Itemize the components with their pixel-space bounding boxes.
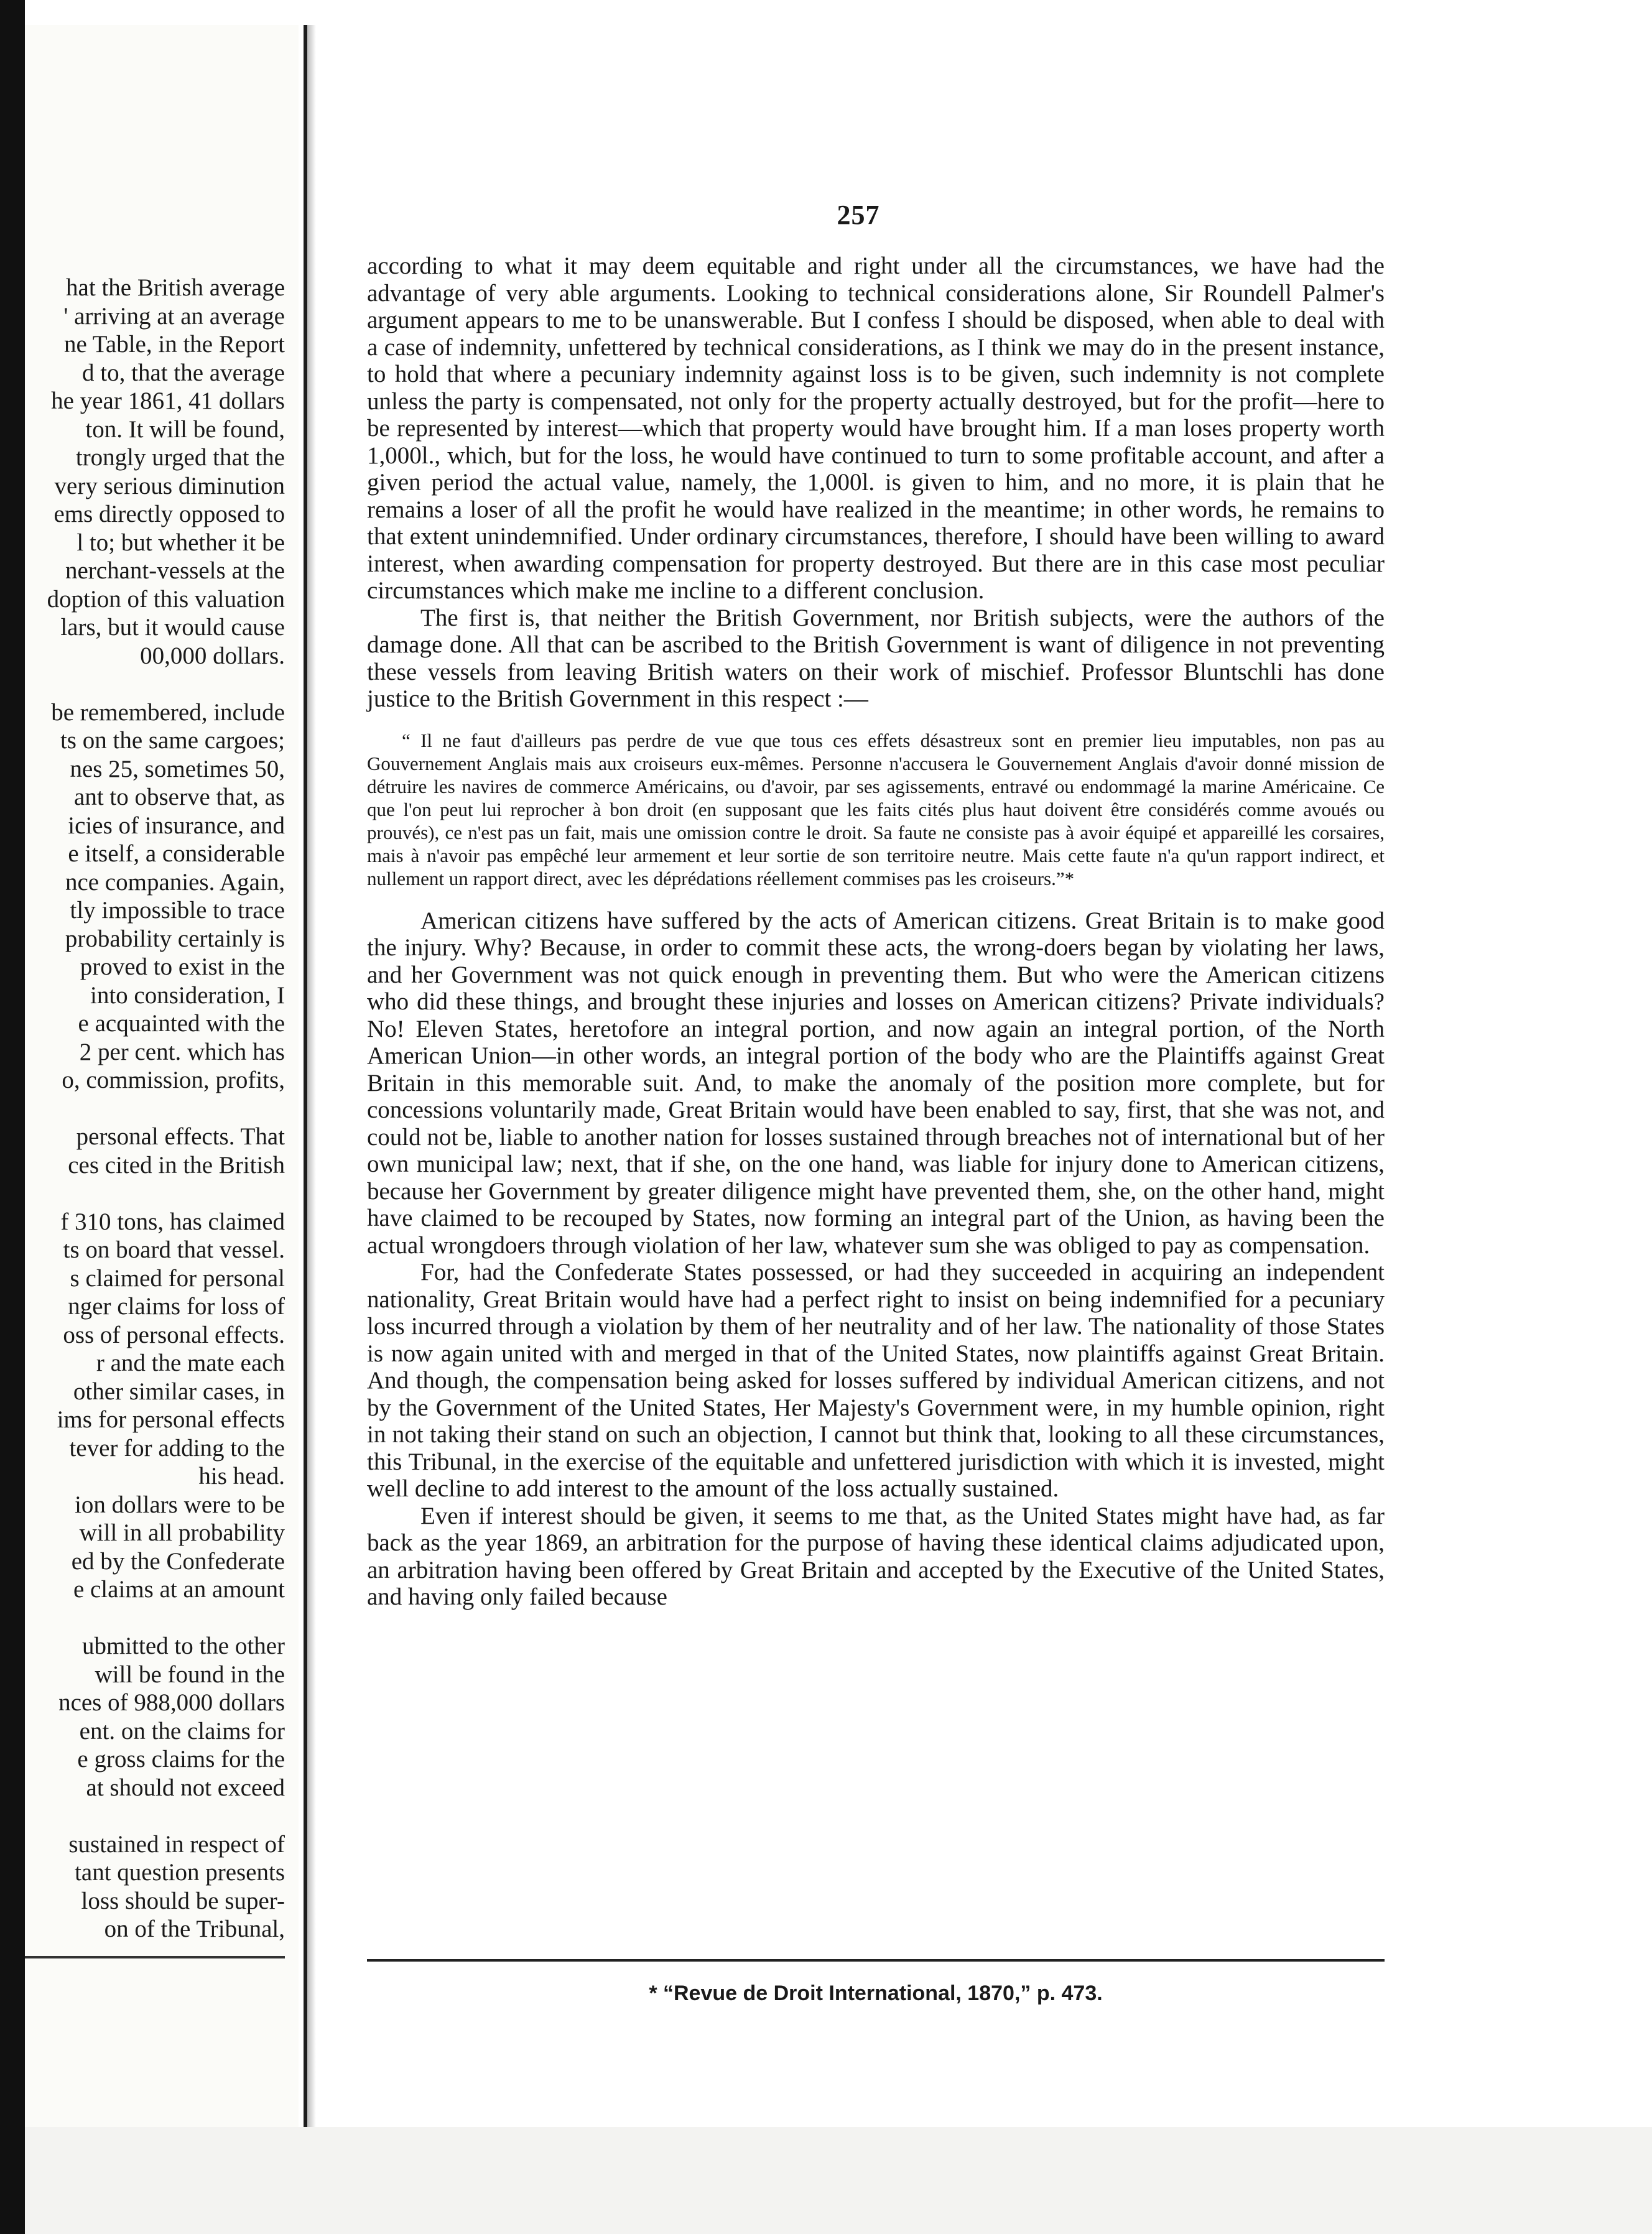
facing-page-line: ems directly opposed to <box>53 501 285 527</box>
facing-page-line: nce companies. Again, <box>65 868 285 896</box>
facing-page-line: r and the mate each <box>96 1350 285 1376</box>
quote-text: “ Il ne faut d'ailleurs pas perdre de vue que tous ces effets désastreux sont en premier lieu imputables, non pas au Gouvernement Anglais mais aux croiseurs eux-mêmes. Personne n'accusera le Gouvernement Anglais d'avoir donné mission de détruire les navires de commerce Américains, ou d'avoir, par ses agissements, entravé ou endommagé la marine Américaine. Ce que l'on peut lui reprocher à bon droit (en supposant que les faits cités plus haut doivent être considérés comme avoués ou prouvés), ce n'est pas un fait, mais une omission contre le droit. Sa faute ne consiste pas à avoir équipé et appareillé les corsaires, mais à n'avoir pas empêché leur armement et leur sortie de son territoire neutre. Mais cette faute n'a qu'un rapport indirect, et nullement un rapport direct, avec les déprédations réellement commises pas les croiseurs.”* <box>367 729 1385 889</box>
facing-page-line: ant to observe that, as <box>74 784 285 810</box>
facing-page-line: s claimed for personal <box>70 1264 285 1292</box>
facing-page-line: tly impossible to trace <box>70 897 285 924</box>
facing-page-line: at should not exceed <box>86 1774 285 1801</box>
facing-page-line: other similar cases, in <box>73 1378 285 1405</box>
facing-page-line: he year 1861, 41 dollars <box>51 387 285 414</box>
facing-page-gap <box>25 1179 285 1208</box>
facing-page-line: nger claims for loss of <box>68 1293 285 1320</box>
page-number: 257 <box>837 200 880 230</box>
facing-page-line: into consideration, I <box>90 981 285 1009</box>
facing-page-gap <box>25 1604 285 1633</box>
facing-page-line: hat the British average <box>66 274 285 301</box>
facing-page-line: ces cited in the British <box>68 1151 285 1179</box>
facing-page-line: 00,000 dollars. <box>140 642 285 669</box>
main-text-body <box>367 253 1385 1611</box>
facing-page-rule <box>25 1956 285 1958</box>
facing-page-line: nerchant-vessels at the <box>65 557 285 584</box>
facing-page-line: ton. It will be found, <box>85 415 285 443</box>
facing-page-fragment <box>25 25 299 2152</box>
facing-page-line: will be found in the <box>95 1661 285 1688</box>
facing-page-line: d to, that the average <box>82 359 285 386</box>
paragraph-3: American citizens have suffered by the acts of American citizens. Great Britain is to make good the injury. Why? Because, in order to commit these acts, the wrong-doers began by violating her laws, and her Government was not quick enough in preventing them. But who were the American citizens who did these things, and brought these injuries and losses on American citizens? Private individuals? No! Eleven States, heretofore an integral portion, and now again an integral portion, of the North American Union—in other words, an integral portion of the body who are the Plaintiffs against Great Britain in this memorable suit. And, to make the anomaly of the position more complete, but for concessions voluntarily made, Great Britain would have been enabled to say, first, that she was not, and could not be, liable to another nation for losses sustained through breaches not of international but of her own municipal law; next, that if she, on the one hand, was liable for injury done to American citizens, because her Government by greater diligence might have prevented them, she, on the other hand, might have claimed to be recouped by States, now forming an integral part of the Union, as having been the actual wrongdoers through violation of her law, whatever sum she was obliged to pay as compensation. <box>367 907 1385 1259</box>
scan-bottom-margin <box>25 2127 1652 2234</box>
facing-page-line: ubmitted to the other <box>81 1633 285 1659</box>
facing-page-line: loss should be super- <box>81 1887 285 1914</box>
facing-page-line: oss of personal effects. <box>63 1321 285 1348</box>
facing-page-line: e claims at an amount <box>73 1576 285 1603</box>
facing-page-line: ts on board that vessel. <box>63 1236 285 1263</box>
facing-page-line: ent. on the claims for <box>79 1717 285 1745</box>
facing-page-gap <box>25 1095 285 1123</box>
facing-page-line: f 310 tons, has claimed <box>60 1208 285 1235</box>
facing-page-line: ed by the Confederate <box>71 1547 285 1575</box>
paragraph-5: Even if interest should be given, it seems to me that, as the United States might have had, as far back as the year 1869, an arbitration for the purpose of having these identical claims adjudicated upon, an arbitration having been offered by Great Britain and accepted by the Executive of the United States, and having only failed because <box>367 1502 1385 1610</box>
facing-page-line: e gross claims for the <box>77 1746 285 1773</box>
paragraph-4: For, had the Confederate States possessed, or had they succeeded in acquiring an independent nationality, Great Britain would have had a perfect right to insist on being indemnified for a pecuniary loss incurred through a violation by them of her neutrality and of her law. The nationality of those States is now again united with and merged in that of the United States, now plaintiffs against Great Britain. And though, the compensation being asked for losses suffered by individual American citizens, and not by the Government of the United States, Her Majesty's Government were, in my humble opinion, right in not taking their stand on such an objection, I cannot but think that, looking to all these circumstances, this Tribunal, in the exercise of the equitable and unfettered jurisdiction with which it is invested, might well decline to add interest to the amount of the loss actually sustained. <box>367 1259 1385 1502</box>
paragraph-1: according to what it may deem equitable and right under all the circumstances, we have had the advantage of very able arguments. Looking to technical considerations alone, Sir Roundell Palmer's argument appears to me to be unanswerable. But I confess I should be disposed, when able to deal with a case of indemnity, unfettered by technical considerations, as I think we may do in the present instance, to hold that where a pecuniary indemnity against loss is to be given, such indemnity is not complete unless the party is compensated, not only for the property actually destroyed, but for the profit—here to be represented by interest—which that property would have brought him. If a man loses property worth 1,000l., which, but for the loss, he would have continued to turn to some profitable account, and after a given period the actual value, namely, the 1,000l. is given to him, and no more, it is plain that he remains a loser of all the profit he would have realized in the meantime; in other words, he remains to that extent unindemnified. Under ordinary circumstances, therefore, I should have been willing to award interest, when awarding compensation for property destroyed. But there are in this case most peculiar circumstances which make me incline to a different conclusion. <box>367 253 1385 604</box>
facing-page-gap <box>25 670 285 698</box>
facing-page-line: ' arriving at an average <box>63 302 285 330</box>
facing-page-line: very serious diminution <box>54 472 285 499</box>
facing-page-line: 2 per cent. which has <box>79 1038 285 1065</box>
facing-page-line: lars, but it would cause <box>60 614 285 641</box>
facing-page-line: will in all probability <box>79 1519 285 1546</box>
facing-page-line: ts on the same cargoes; <box>60 727 285 754</box>
facing-page-line: ion dollars were to be <box>75 1491 285 1518</box>
facing-page-line: doption of this valuation <box>47 585 285 613</box>
facing-page-line: e itself, a considerable <box>68 840 285 867</box>
facing-page-line: tant question presents <box>75 1859 285 1886</box>
facing-page-line: l to; but whether it be <box>77 529 285 556</box>
scan-left-edge <box>0 0 25 2234</box>
facing-page-line: tever for adding to the <box>69 1434 285 1462</box>
facing-page-line: ims for personal effects <box>57 1406 285 1433</box>
facing-page-line: personal effects. That <box>76 1123 285 1150</box>
bluntschli-quote <box>367 729 1385 890</box>
footnote: * “Revue de Droit International, 1870,” p. 473. <box>649 1981 1103 2005</box>
facing-page-text-column <box>25 274 285 1958</box>
facing-page-line: e acquainted with the <box>78 1010 285 1037</box>
facing-page-line: icies of insurance, and <box>68 812 285 839</box>
facing-page-line: sustained in respect of <box>68 1830 285 1858</box>
page-gutter-shadow <box>307 25 316 2133</box>
facing-page-line: nes 25, sometimes 50, <box>70 755 285 782</box>
facing-page-line: be remembered, include <box>51 698 285 726</box>
facing-page-line: his head. <box>198 1463 285 1490</box>
facing-page-line: probability certainly is <box>65 925 285 952</box>
facing-page-gap <box>25 1802 285 1830</box>
facing-page-line: on of the Tribunal, <box>104 1916 285 1942</box>
facing-page-line: nces of 988,000 dollars <box>58 1689 285 1716</box>
facing-page-line: ne Table, in the Report <box>63 331 285 358</box>
paragraph-2: The first is, that neither the British Government, nor British subjects, were the authors of the damage done. All that can be ascribed to the British Government is want of diligence in not preventing these vessels from leaving British waters on their work of mischief. Professor Bluntschli has done justice to the British Government in this respect :— <box>367 604 1385 712</box>
footnote-rule <box>367 1959 1385 1962</box>
facing-page-line: o, commission, profits, <box>62 1067 285 1093</box>
facing-page-line: proved to exist in the <box>80 953 285 980</box>
facing-page-line: trongly urged that the <box>75 444 285 471</box>
